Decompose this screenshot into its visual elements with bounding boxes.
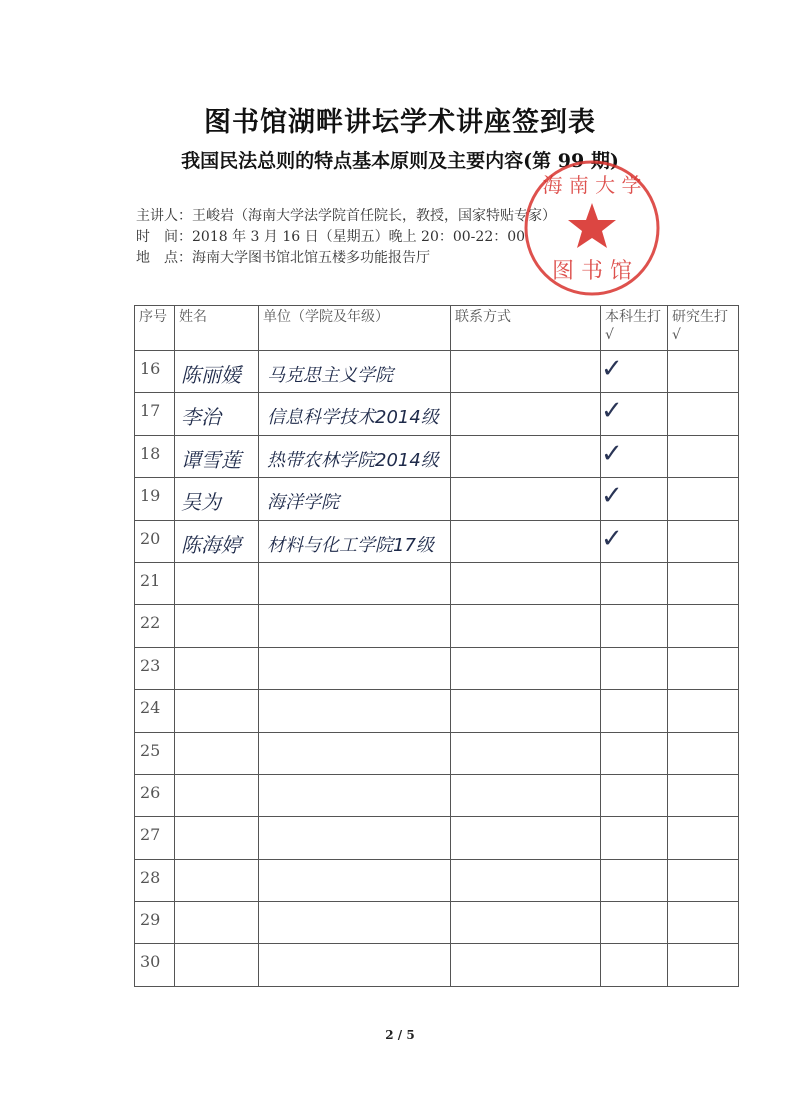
row-name [175, 774, 259, 816]
table-row [135, 520, 739, 562]
row-grad-check [668, 435, 739, 477]
header-name: 姓名 [175, 306, 259, 351]
row-unit [259, 944, 451, 986]
row-undergrad-check [601, 944, 668, 986]
table-row [135, 351, 739, 393]
sign-in-table [134, 305, 739, 987]
table-header-row [135, 306, 739, 351]
row-undergrad-check [601, 774, 668, 816]
row-contact [451, 520, 601, 562]
row-contact [451, 944, 601, 986]
row-contact [451, 902, 601, 944]
row-name [175, 902, 259, 944]
row-grad-check [668, 902, 739, 944]
table-row [135, 774, 739, 816]
row-name [175, 690, 259, 732]
row-number: 29 [135, 902, 175, 944]
table-row [135, 605, 739, 647]
row-name [175, 732, 259, 774]
lecture-subtitle: 我国民法总则的特点基本原则及主要内容(第 99 期) [181, 150, 619, 172]
row-unit [259, 859, 451, 901]
table-row [135, 393, 739, 435]
table-row [135, 859, 739, 901]
row-grad-check [668, 351, 739, 393]
row-undergrad-check [601, 902, 668, 944]
row-grad-check [668, 647, 739, 689]
row-name [175, 605, 259, 647]
row-contact [451, 435, 601, 477]
row-undergrad-check: ✓ [601, 435, 668, 477]
row-number: 30 [135, 944, 175, 986]
row-name: 谭雪莲 [175, 435, 259, 477]
row-number: 28 [135, 859, 175, 901]
row-unit [259, 690, 451, 732]
row-unit: 信息科学技术2014级 [259, 393, 451, 435]
row-number: 23 [135, 647, 175, 689]
row-contact [451, 690, 601, 732]
row-unit: 热带农林学院2014级 [259, 435, 451, 477]
row-grad-check [668, 562, 739, 604]
row-undergrad-check [601, 647, 668, 689]
row-number: 16 [135, 351, 175, 393]
row-grad-check [668, 732, 739, 774]
header-undergrad: 本科生打√ [601, 306, 668, 351]
row-grad-check [668, 605, 739, 647]
table-row [135, 902, 739, 944]
table-row [135, 817, 739, 859]
row-name: 陈海婷 [175, 520, 259, 562]
row-grad-check [668, 478, 739, 520]
row-undergrad-check [601, 605, 668, 647]
row-unit [259, 605, 451, 647]
seal-top-text: 海 南 大 学 [542, 173, 642, 197]
row-grad-check [668, 690, 739, 732]
row-grad-check [668, 944, 739, 986]
row-name [175, 944, 259, 986]
row-undergrad-check [601, 817, 668, 859]
header-seq: 序号 [135, 306, 175, 351]
table-row [135, 944, 739, 986]
row-number: 21 [135, 562, 175, 604]
library-seal-stamp [512, 158, 672, 298]
row-undergrad-check [601, 859, 668, 901]
header-grad: 研究生打√ [668, 306, 739, 351]
time-line [136, 226, 525, 246]
place-line [136, 247, 430, 267]
row-name: 李治 [175, 393, 259, 435]
speaker-value: 王峻岩（海南大学法学院首任院长，教授，国家特贴专家） [192, 208, 556, 224]
seal-star-icon [568, 203, 616, 248]
row-contact [451, 562, 601, 604]
row-name: 陈丽媛 [175, 351, 259, 393]
row-unit [259, 817, 451, 859]
row-unit [259, 562, 451, 604]
row-number: 18 [135, 435, 175, 477]
table-row [135, 647, 739, 689]
place-value: 海南大学图书馆北馆五楼多功能报告厅 [192, 250, 430, 266]
row-contact [451, 393, 601, 435]
speaker-label: 主讲人： [136, 208, 192, 224]
row-name [175, 647, 259, 689]
row-number: 19 [135, 478, 175, 520]
row-number: 20 [135, 520, 175, 562]
seal-bottom-text: 图 书 馆 [552, 259, 632, 284]
row-name [175, 859, 259, 901]
row-number: 17 [135, 393, 175, 435]
row-undergrad-check: ✓ [601, 351, 668, 393]
row-contact [451, 817, 601, 859]
row-unit [259, 774, 451, 816]
row-undergrad-check: ✓ [601, 478, 668, 520]
row-name [175, 817, 259, 859]
row-number: 27 [135, 817, 175, 859]
row-grad-check [668, 774, 739, 816]
row-unit: 海洋学院 [259, 478, 451, 520]
row-number: 22 [135, 605, 175, 647]
header-unit: 单位（学院及年级） [259, 306, 451, 351]
page-title: 图书馆湖畔讲坛学术讲座签到表 [204, 107, 596, 138]
row-contact [451, 774, 601, 816]
time-label: 时 间： [136, 229, 192, 245]
speaker-line [136, 205, 556, 225]
row-name [175, 562, 259, 604]
place-label: 地 点： [136, 250, 192, 266]
row-number: 24 [135, 690, 175, 732]
row-contact [451, 478, 601, 520]
table-row [135, 732, 739, 774]
row-undergrad-check: ✓ [601, 393, 668, 435]
row-number: 26 [135, 774, 175, 816]
row-grad-check [668, 520, 739, 562]
row-contact [451, 647, 601, 689]
row-name: 吴为 [175, 478, 259, 520]
table-row [135, 435, 739, 477]
page-number: 2 / 5 [385, 1028, 415, 1042]
row-contact [451, 605, 601, 647]
table-row [135, 562, 739, 604]
row-unit [259, 732, 451, 774]
row-contact [451, 351, 601, 393]
row-undergrad-check [601, 562, 668, 604]
row-grad-check [668, 817, 739, 859]
row-grad-check [668, 859, 739, 901]
row-number: 25 [135, 732, 175, 774]
row-unit: 马克思主义学院 [259, 351, 451, 393]
row-contact [451, 859, 601, 901]
header-contact: 联系方式 [451, 306, 601, 351]
row-undergrad-check [601, 732, 668, 774]
time-value: 2018 年 3 月 16 日（星期五）晚上 20：00-22：00 [192, 229, 526, 245]
row-undergrad-check [601, 690, 668, 732]
row-unit [259, 647, 451, 689]
table-row [135, 690, 739, 732]
row-undergrad-check: ✓ [601, 520, 668, 562]
row-contact [451, 732, 601, 774]
row-unit: 材料与化工学院17级 [259, 520, 451, 562]
table-row [135, 478, 739, 520]
row-unit [259, 902, 451, 944]
row-grad-check [668, 393, 739, 435]
